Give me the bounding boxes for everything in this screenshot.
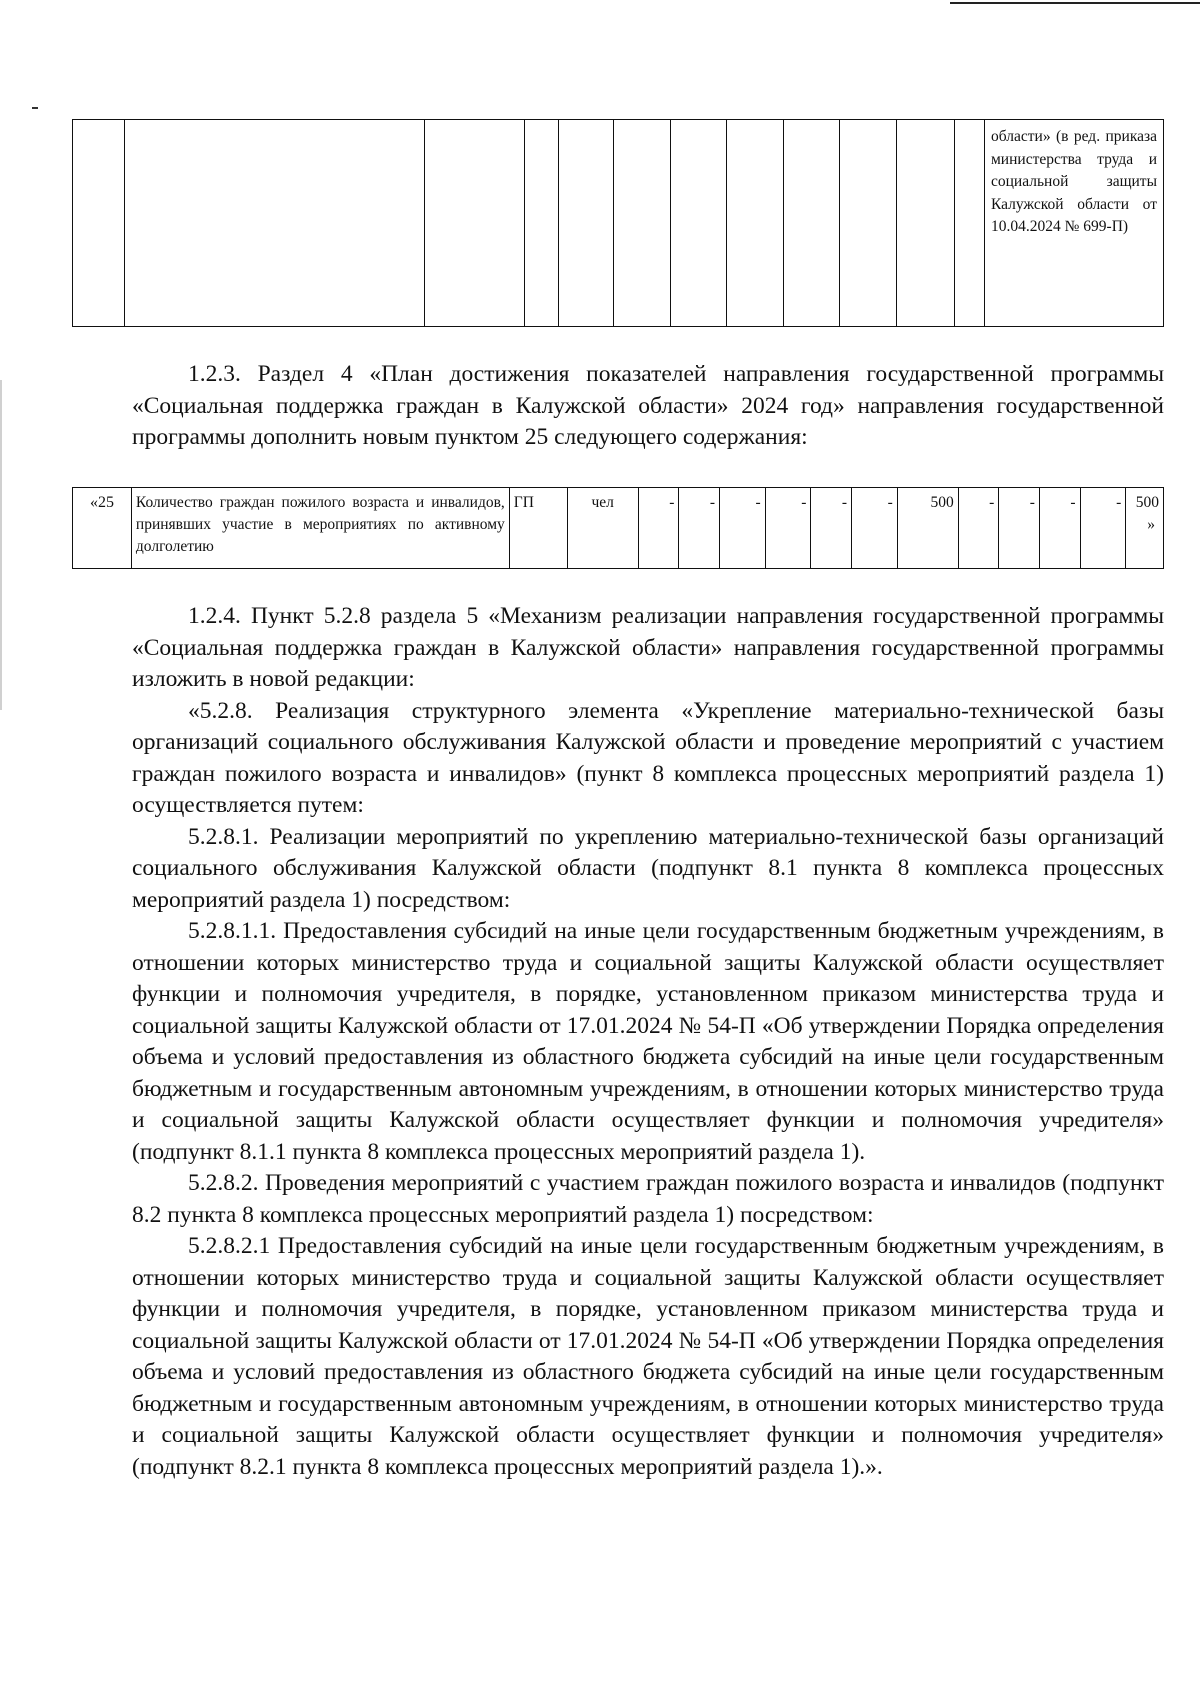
table-cell [897,120,955,327]
section-1-2-4 [132,601,1164,1483]
month-cell: - [999,488,1040,569]
table-cell [955,120,985,327]
table-cell [424,120,524,327]
total-value: 500 [1135,494,1159,511]
unit-cell: чел [567,488,638,569]
table-row [73,120,1164,327]
paragraph: 5.2.8.1.1. Предоставления субсидий на иные цели государственным бюджетным учреждениям, в отношении которых министерство труда и социальной защиты Калужской области осуществляет функции и полномочия учредителя, в порядке, установленном приказом министерства труда и социальной защиты Калужской области от 17.01.2024 № 54-П «Об утверждении Порядка определения объема и условий предоставления из областного бюджета субсидий на иные цели государственным бюджетным и государственным автономным учреждениям, в отношении которых министерство труда и социальной защиты Калужской области осуществляет функции и полномочия учредителя» (подпункт 8.1.1 пункта 8 комплекса процессных мероприятий раздела 1). [132,918,1164,1165]
month-cell: - [638,488,679,569]
scan-left-edge [0,380,2,710]
scan-left-mark [32,107,38,109]
table-cell [524,120,559,327]
continuation-table [72,119,1164,327]
indicator-table [72,487,1164,569]
month-cell: 500 [897,488,958,569]
total-cell [1126,488,1164,569]
month-cell: - [720,488,766,569]
table-cell [73,120,125,327]
table-cell [671,120,727,327]
item-number-cell: «25 [73,488,132,569]
table-cell [614,120,671,327]
scan-top-rule [950,2,1200,4]
paragraph: 1.2.4. Пункт 5.2.8 раздела 5 «Механизм реализации направления государственной программы «Социальная поддержка граждан в Калужской области» направления государственной программы изложить в новой редакции: [132,603,1164,692]
month-cell: - [1039,488,1080,569]
month-cell: - [958,488,999,569]
month-cell: - [852,488,898,569]
table-cell [727,120,784,327]
table-row [73,488,1164,569]
indicator-name-cell: Количество граждан пожилого возраста и инвалидов, принявших участие в мероприятиях по активному долголетию [131,488,509,569]
paragraph: 5.2.8.2.1 Предоставления субсидий на иные цели государственным бюджетным учреждениям, в отношении которых министерство труда и социальной защиты Калужской области осуществляет функции и полномочия учредителя, в порядке, установленном приказом министерства труда и социальной защиты Калужской области от 17.01.2024 № 54-П «Об утверждении Порядка определения объема и условий предоставления из областного бюджета субсидий на иные цели государственным бюджетным и государственным автономным учреждениям, в отношении которых министерство труда и социальной защиты Калужской области осуществляет функции и полномочия учредителя» (подпункт 8.2.1 пункта 8 комплекса процессных мероприятий раздела 1).». [132,1233,1164,1480]
paragraph: 5.2.8.2. Проведения мероприятий с участием граждан пожилого возраста и инвалидов (подпункт 8.2 пункта 8 комплекса процессных мероприятий раздела 1) посредством: [132,1170,1164,1228]
month-cell: - [679,488,720,569]
month-cell: - [1080,488,1126,569]
table-cell [124,120,424,327]
amendment-note-cell: области» (в ред. приказа министерства труда и социальной защиты Калужской области от 10.04.2024 № 699-П) [985,120,1164,327]
table-cell [784,120,840,327]
paragraph: «5.2.8. Реализация структурного элемента «Укрепление материально-технической базы организаций социального обслуживания Калужской области и проведение мероприятий с участием граждан пожилого возраста и инвалидов» (пункт 8 комплекса процессных мероприятий раздела 1) осуществляется путем: [132,697,1164,818]
month-cell: - [765,488,811,569]
table-cell [559,120,614,327]
indicator-type-cell: ГП [509,488,567,569]
section-1-2-3 [132,359,1164,454]
month-cell: - [811,488,852,569]
table-cell [840,120,897,327]
closing-quote: » [1147,516,1155,533]
paragraph: 5.2.8.1. Реализации мероприятий по укреплению материально-технической базы организаций социального обслуживания Калужской области (подпункт 8.1 пункта 8 комплекса процессных мероприятий раздела 1) посредством: [132,823,1164,913]
paragraph: 1.2.3. Раздел 4 «План достижения показателей направления государственной программы «Социальная поддержка граждан в Калужской области» 2024 год» направления государственной программы дополнить новым пунктом 25 следующего содержания: [132,361,1164,450]
